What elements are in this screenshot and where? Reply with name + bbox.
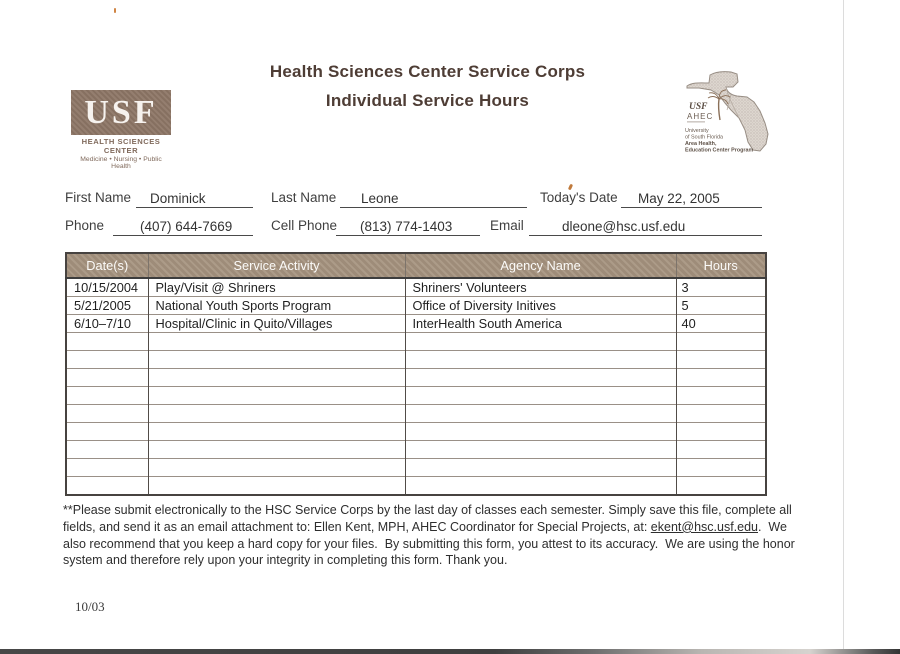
table-empty-row xyxy=(66,387,766,405)
usf-hsc-logo xyxy=(71,90,171,170)
table-empty-row xyxy=(66,351,766,369)
table-cell xyxy=(676,369,766,387)
phone-label: Phone xyxy=(65,218,105,233)
table-cell: 6/10–7/10 xyxy=(66,315,148,333)
table-empty-row xyxy=(66,369,766,387)
page-title: Health Sciences Center Service Corps xyxy=(269,62,586,81)
ahec-caption-line4: Education Center Program xyxy=(685,147,754,154)
table-cell: 10/15/2004 xyxy=(66,278,148,297)
table-cell xyxy=(66,423,148,441)
table-cell xyxy=(66,459,148,477)
scan-artifact-speck xyxy=(114,8,116,13)
table-cell xyxy=(148,441,405,459)
table-cell xyxy=(148,405,405,423)
page-subtitle: Individual Service Hours xyxy=(325,91,530,110)
table-cell xyxy=(66,405,148,423)
service-hours-table xyxy=(65,252,767,496)
table-row xyxy=(66,297,766,315)
cell-phone-field: (813) 774-1403 xyxy=(336,219,480,236)
table-cell xyxy=(405,369,676,387)
table-empty-row xyxy=(66,423,766,441)
email-field: dleone@hsc.usf.edu xyxy=(529,219,762,236)
table-cell xyxy=(148,423,405,441)
phone-field: (407) 644-7669 xyxy=(113,219,253,236)
table-cell xyxy=(676,387,766,405)
table-empty-row xyxy=(66,405,766,423)
table-cell xyxy=(405,351,676,369)
ahec-caption-line2: of South Florida xyxy=(685,134,724,141)
email-label: Email xyxy=(490,218,524,233)
col-header-dates: Date(s) xyxy=(66,253,148,278)
table-cell: InterHealth South America xyxy=(405,315,676,333)
service-table-body xyxy=(66,278,766,495)
table-cell xyxy=(148,459,405,477)
table-cell xyxy=(148,387,405,405)
table-cell xyxy=(405,405,676,423)
todays-date-field: May 22, 2005 xyxy=(621,191,762,208)
table-cell: Office of Diversity Initives xyxy=(405,297,676,315)
coordinator-email-link[interactable]: ekent@hsc.usf.edu xyxy=(650,519,758,534)
col-header-agency-name: Agency Name xyxy=(405,253,676,278)
col-header-service-activity: Service Activity xyxy=(148,253,405,278)
table-cell xyxy=(148,333,405,351)
table-cell xyxy=(66,333,148,351)
table-cell xyxy=(405,333,676,351)
usf-logo-block: USF xyxy=(71,90,171,135)
form-title-block xyxy=(170,62,685,111)
first-name-field: Dominick xyxy=(136,191,253,208)
instructions-text-after: . We also recommend that you keep a hard copy for your files. By submitting this form, you attest to its accuracy. We are using the honor system and therefore rely upon your integrity in completing this form. Thank you. xyxy=(63,519,799,568)
table-cell: Hospital/Clinic in Quito/Villages xyxy=(148,315,405,333)
table-cell: Shriners' Volunteers xyxy=(405,278,676,297)
cell-phone-label: Cell Phone xyxy=(271,218,338,233)
table-row xyxy=(66,315,766,333)
submission-instructions xyxy=(63,502,803,569)
table-cell xyxy=(676,459,766,477)
scan-artifact-bottom-edge xyxy=(0,649,900,654)
table-row xyxy=(66,278,766,297)
last-name-field: Leone xyxy=(340,191,527,208)
florida-map-icon xyxy=(681,66,793,160)
first-name-label: First Name xyxy=(65,190,132,205)
table-header-row xyxy=(66,253,766,278)
col-header-hours: Hours xyxy=(676,253,766,278)
table-cell xyxy=(405,477,676,496)
table-cell xyxy=(676,333,766,351)
table-empty-row xyxy=(66,477,766,496)
ahec-usf-text: USF xyxy=(689,102,708,112)
table-cell: 40 xyxy=(676,315,766,333)
table-cell xyxy=(148,477,405,496)
table-cell xyxy=(66,369,148,387)
table-cell xyxy=(66,387,148,405)
ahec-acronym-text: AHEC xyxy=(687,112,714,121)
table-cell xyxy=(66,351,148,369)
ahec-florida-logo xyxy=(681,66,793,160)
table-cell: Play/Visit @ Shriners xyxy=(148,278,405,297)
table-empty-row xyxy=(66,441,766,459)
table-cell: 3 xyxy=(676,278,766,297)
table-cell xyxy=(676,477,766,496)
table-cell xyxy=(676,441,766,459)
usf-logo-tagline: Medicine • Nursing • Public Health xyxy=(80,156,162,170)
todays-date-label: Today's Date xyxy=(540,190,618,205)
table-cell xyxy=(66,477,148,496)
scan-artifact-vertical-line xyxy=(843,0,844,654)
usf-logo-caption: HEALTH SCIENCES CENTER xyxy=(81,137,161,155)
table-cell xyxy=(405,423,676,441)
table-cell xyxy=(676,423,766,441)
table-cell: 5 xyxy=(676,297,766,315)
table-empty-row xyxy=(66,333,766,351)
table-cell xyxy=(66,441,148,459)
ahec-caption-line3: Area Health, xyxy=(685,141,717,147)
table-cell xyxy=(148,369,405,387)
form-revision-date: 10/03 xyxy=(75,599,105,614)
table-cell xyxy=(676,351,766,369)
table-cell xyxy=(405,387,676,405)
table-cell: 5/21/2005 xyxy=(66,297,148,315)
instructions-text-before: **Please submit electronically to the HSC Service Corps by the last day of classes each semester. Simply save this file, complete all fields, and send it as an email attachment to: Ellen Kent, MPH, AHEC Coordinator for Special Projects, at: xyxy=(63,503,796,534)
last-name-label: Last Name xyxy=(271,190,337,205)
table-cell xyxy=(405,459,676,477)
table-cell xyxy=(148,351,405,369)
table-empty-row xyxy=(66,459,766,477)
ahec-caption-line1: University xyxy=(685,128,709,134)
table-cell: National Youth Sports Program xyxy=(148,297,405,315)
table-cell xyxy=(405,441,676,459)
table-cell xyxy=(676,405,766,423)
